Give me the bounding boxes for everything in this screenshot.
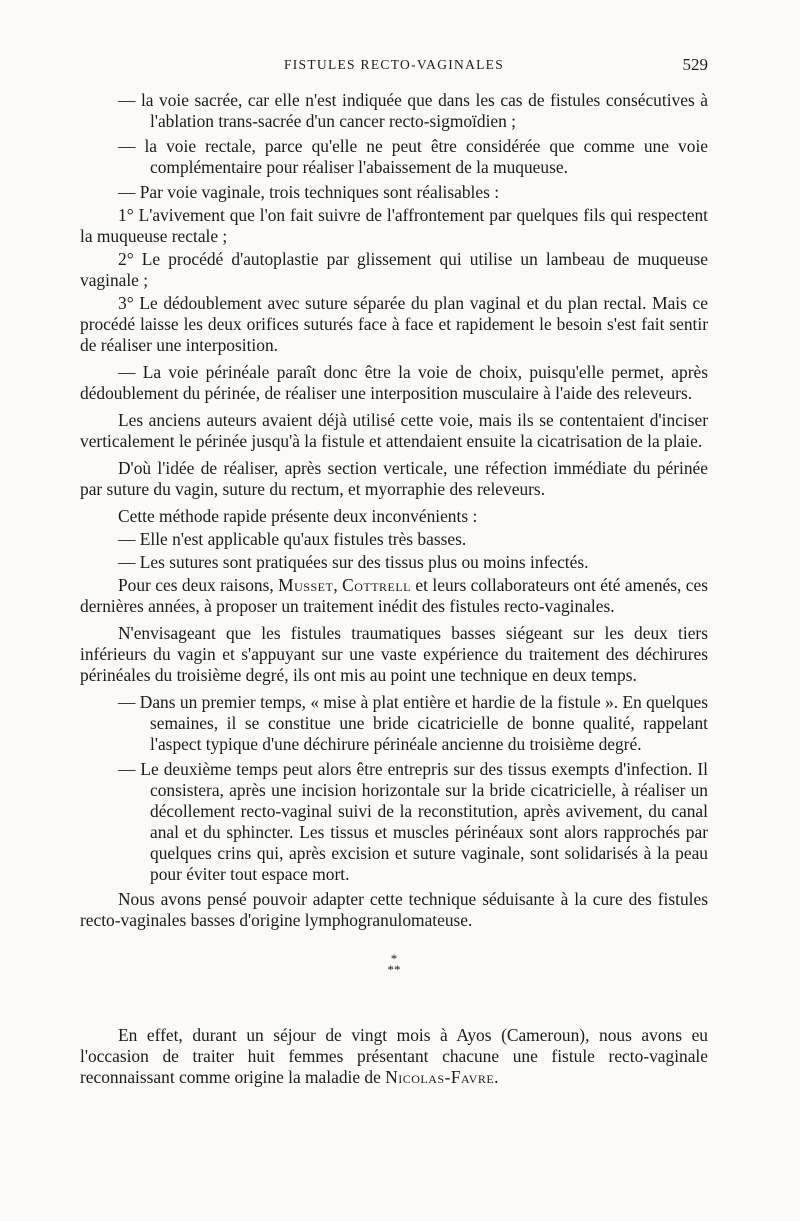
paragraph-voie-perineale: — La voie périnéale paraît donc être la voie de choix, puisqu'elle permet, après dédoublement du périnée, de réaliser une interposition musculaire à l'aide des releveurs. (80, 362, 708, 403)
running-title: FISTULES RECTO-VAGINALES (283, 57, 505, 72)
author-cottrell: Cottrell (342, 575, 412, 595)
paragraph-anciens-auteurs: Les anciens auteurs avaient déjà utilisé cette voie, mais ils se contentaient d'inciser verticalement le périnée jusqu'à la fistule et attendaient ensuite la cicatrisation de la plaie. (80, 410, 708, 451)
paragraph-voie-rectale: — la voie rectale, parce qu'elle ne peut être considérée que comme une voie complémentaire pour réaliser l'abaissement de la muqueuse. (118, 136, 708, 177)
paragraph-voie-vaginale: — Par voie vaginale, trois techniques sont réalisables : (118, 182, 500, 202)
list-item-inconvenient-1: — Elle n'est applicable qu'aux fistules très basses. (118, 529, 467, 549)
paragraph-inconvenients: Cette méthode rapide présente deux inconvénients : (118, 506, 478, 526)
paragraph-voie-sacree: — la voie sacrée, car elle n'est indiquée que dans les cas de fistules consécutives à l'ablation trans-sacrée d'un cancer recto-sigmoïdien ; (118, 90, 708, 131)
asterism-separator: * ** (387, 951, 401, 977)
list-item-inconvenient-2: — Les sutures sont pratiquées sur des tissus plus ou moins infectés. (118, 552, 589, 572)
list-item-premier-temps: — Dans un premier temps, « mise à plat entière et hardie de la fistule ». En quelques semaines, il se constitue une bride cicatricielle de bonne qualité, rappelant l'aspect typique d'une déchirure périnéale ancienne du troisième degré. (118, 692, 708, 754)
body-text (80, 90, 708, 1094)
paragraph-technique-2: 2° Le procédé d'autoplastie par glissement qui utilise un lambeau de muqueuse vaginale ; (80, 249, 708, 290)
page-number: 529 (682, 55, 708, 74)
paragraph-en-effet: En effet, durant un séjour de vingt mois à Ayos (Cameroun), nous avons eu l'occasion de traiter huit femmes présentant chacune une fistule recto-vaginale reconnaissant comme origine la maladie de Nicolas-Favre. (80, 1025, 708, 1087)
paragraph-refection: D'où l'idée de réaliser, après section verticale, une réfection immédiate du périnée par suture du vagin, suture du rectum, et myorraphie des releveurs. (80, 458, 708, 499)
author-musset: Musset (278, 575, 334, 595)
paragraph-raisons: Pour ces deux raisons, Musset, Cottrell et leurs collaborateurs ont été amenés, ces dernières années, à proposer un traitement inédit des fistules recto-vaginales. (80, 575, 709, 616)
paragraph-technique-1: 1° L'avivement que l'on fait suivre de l'affrontement par quelques fils qui respectent la muqueuse rectale ; (80, 205, 708, 246)
eponym-nicolas-favre: Nicolas-Favre (385, 1067, 495, 1087)
paragraph-envisageant: N'envisageant que les fistules traumatiques basses siégeant sur les deux tiers inférieurs du vagin et s'appuyant sur une vaste expérience du traitement des déchirures périnéales du troisième degré, ils ont mis au point une technique en deux temps. (80, 623, 708, 685)
paragraph-adaptation: Nous avons pensé pouvoir adapter cette technique séduisante à la cure des fistules recto-vaginales basses d'origine lymphogranulomateuse. (80, 889, 708, 930)
list-item-deuxieme-temps: — Le deuxième temps peut alors être entrepris sur des tissus exempts d'infection. Il consistera, après une incision horizontale sur la bride cicatricielle, à réaliser un décollement recto-vaginal suivi de la reconstitution, après avivement, du canal anal et du sphincter. Les tissus et muscles périnéaux sont alors rapprochés par quelques crins qui, après excision et suture vaginale, sont solidarisés à la peau pour éviter tout espace mort. (118, 759, 708, 884)
paragraph-technique-3: 3° Le dédoublement avec suture séparée du plan vaginal et du plan rectal. Mais ce procédé laisse les deux orifices suturés face à face et rapidement le besoin s'est fait sentir de réaliser une interposition. (80, 293, 708, 355)
running-head (80, 55, 708, 77)
